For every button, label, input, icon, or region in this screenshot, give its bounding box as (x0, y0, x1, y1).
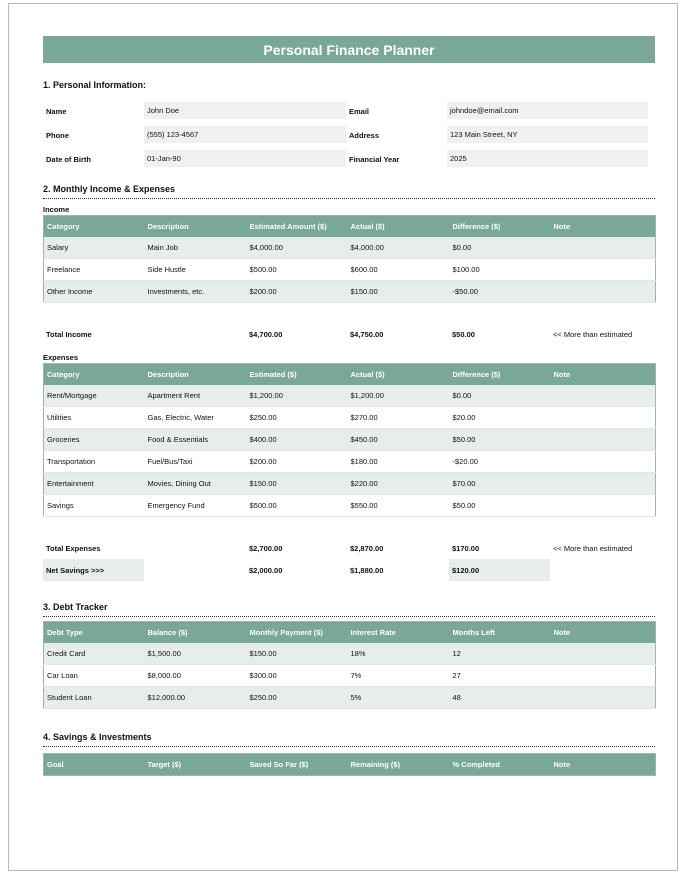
table-row (44, 451, 656, 473)
table-cell[interactable]: Investments, etc. (145, 281, 247, 303)
name-label: Name (46, 106, 67, 116)
table-cell[interactable] (551, 665, 656, 687)
table-cell[interactable]: $50.00 (450, 429, 551, 451)
savings-section-title: 4. Savings & Investments (43, 732, 152, 742)
table-cell[interactable]: $250.00 (247, 687, 348, 709)
table-cell[interactable]: -$50.00 (450, 281, 551, 303)
column-header: Interest Rate (348, 622, 450, 644)
table-cell[interactable]: $180.00 (348, 451, 450, 473)
table-row (44, 643, 656, 665)
table-cell[interactable]: $300.00 (247, 665, 348, 687)
table-cell[interactable]: $150.00 (348, 281, 450, 303)
table-cell[interactable]: Student Loan (44, 687, 145, 709)
table-cell[interactable]: $550.00 (348, 495, 450, 517)
total-difference: $170.00 (452, 543, 480, 553)
table-row (44, 385, 656, 407)
table-cell[interactable]: Main Job (145, 237, 247, 259)
table-row (44, 407, 656, 429)
document-content (43, 36, 655, 776)
expenses-table (43, 363, 656, 517)
table-cell[interactable]: Freelance (44, 259, 145, 281)
column-header: Estimated ($) (247, 364, 348, 386)
table-cell[interactable]: 48 (450, 687, 551, 709)
expenses-title: Expenses (43, 353, 79, 362)
table-cell[interactable]: $500.00 (247, 495, 348, 517)
table-cell[interactable] (551, 407, 656, 429)
net-estimated: $2,000.00 (249, 565, 283, 575)
column-header: Note (551, 622, 656, 644)
table-cell[interactable]: Salary (44, 237, 145, 259)
column-header: Saved So Far ($) (247, 754, 348, 776)
table-cell[interactable]: $200.00 (247, 451, 348, 473)
table-cell[interactable]: $450.00 (348, 429, 450, 451)
spacer (43, 517, 655, 537)
table-cell[interactable]: 18% (348, 643, 450, 665)
table-cell[interactable]: $100.00 (450, 259, 551, 281)
total-estimated: $2,700.00 (249, 543, 283, 553)
table-cell[interactable]: Food & Essentials (145, 429, 247, 451)
address-field[interactable]: 123 Main Street, NY (447, 126, 648, 144)
column-header: Actual ($) (348, 216, 450, 238)
dob-field[interactable]: 01-Jan-90 (144, 150, 346, 168)
table-cell (550, 559, 655, 581)
table-cell[interactable]: $1,500.00 (145, 643, 247, 665)
table-cell[interactable]: $250.00 (247, 407, 348, 429)
financial-year-label: Financial Year (349, 154, 400, 164)
personal-info-grid (43, 99, 655, 171)
total-actual: $4,750.00 (350, 329, 384, 339)
table-cell[interactable]: Emergency Fund (145, 495, 247, 517)
debt-header-row (44, 622, 656, 644)
table-cell[interactable]: Fuel/Bus/Taxi (145, 451, 247, 473)
table-cell[interactable] (551, 451, 656, 473)
document-page (8, 3, 678, 871)
debt-section-title: 3. Debt Tracker (43, 602, 108, 612)
column-header: Note (551, 754, 656, 776)
table-cell[interactable] (551, 473, 656, 495)
table-cell[interactable]: Credit Card (44, 643, 145, 665)
table-cell[interactable] (551, 495, 656, 517)
table-cell[interactable]: $70.00 (450, 473, 551, 495)
table-cell[interactable]: $20.00 (450, 407, 551, 429)
table-cell[interactable]: 5% (348, 687, 450, 709)
table-cell[interactable]: Transportation (44, 451, 145, 473)
savings-header-row (44, 754, 656, 776)
table-cell (144, 537, 246, 559)
total-expenses-label: Total Expenses (46, 543, 101, 553)
column-header: Target ($) (145, 754, 247, 776)
total-expenses-row (43, 537, 655, 559)
table-row (44, 665, 656, 687)
net-actual: $1,880.00 (350, 565, 384, 575)
table-cell[interactable]: $270.00 (348, 407, 450, 429)
table-cell[interactable]: Utilities (44, 407, 145, 429)
table-cell[interactable]: $12,000.00 (145, 687, 247, 709)
table-cell[interactable]: $220.00 (348, 473, 450, 495)
info-row-name (43, 99, 655, 123)
table-cell (144, 559, 246, 581)
income-total-table (43, 323, 655, 345)
table-cell[interactable]: Gas, Electric, Water (145, 407, 247, 429)
table-row (44, 281, 656, 303)
income-title: Income (43, 205, 70, 214)
table-cell[interactable] (551, 687, 656, 709)
monthly-section-title: 2. Monthly Income & Expenses (43, 184, 176, 194)
table-cell[interactable]: $0.00 (450, 385, 551, 407)
spacer (43, 303, 655, 323)
table-cell[interactable] (551, 385, 656, 407)
net-savings-row (43, 559, 655, 581)
table-cell[interactable] (551, 259, 656, 281)
total-note: << More than estimated (553, 543, 633, 553)
expenses-header-row (44, 364, 656, 386)
table-cell[interactable]: $400.00 (247, 429, 348, 451)
column-header: Actual ($) (348, 364, 450, 386)
table-cell[interactable]: $150.00 (247, 473, 348, 495)
email-field[interactable]: johndoe@email.com (447, 102, 648, 120)
table-cell[interactable]: Entertainment (44, 473, 145, 495)
savings-table (43, 753, 656, 776)
net-savings-label: Net Savings >>> (43, 559, 144, 581)
total-difference: $50.00 (452, 329, 475, 339)
financial-year-field[interactable]: 2025 (447, 150, 648, 168)
table-row (44, 429, 656, 451)
column-header: Note (551, 364, 656, 386)
income-header-row (44, 216, 656, 238)
debt-table (43, 621, 656, 709)
income-table (43, 215, 656, 303)
column-header: Remaining ($) (348, 754, 450, 776)
column-header: Balance ($) (145, 622, 247, 644)
total-actual: $2,870.00 (350, 543, 384, 553)
table-cell[interactable]: $4,000.00 (348, 237, 450, 259)
table-cell[interactable]: Car Loan (44, 665, 145, 687)
column-header: Monthly Payment ($) (247, 622, 348, 644)
table-cell[interactable] (551, 237, 656, 259)
column-header: Note (551, 216, 656, 238)
table-cell[interactable]: Movies, Dining Out (145, 473, 247, 495)
document-title: Personal Finance Planner (43, 36, 655, 63)
table-cell (144, 323, 246, 345)
email-label: Email (349, 106, 370, 116)
table-cell[interactable]: $0.00 (450, 237, 551, 259)
table-cell[interactable]: 12 (450, 643, 551, 665)
column-header: Difference ($) (450, 364, 551, 386)
table-cell[interactable]: Savings (44, 495, 145, 517)
table-cell[interactable] (551, 281, 656, 303)
personal-info-title: 1. Personal Information: (43, 80, 147, 90)
column-header: Category (44, 364, 145, 386)
table-cell[interactable]: Apartment Rent (145, 385, 247, 407)
section-divider (43, 198, 655, 199)
table-cell[interactable]: $1,200.00 (247, 385, 348, 407)
table-cell[interactable] (551, 643, 656, 665)
table-row (44, 687, 656, 709)
column-header: Debt Type (44, 622, 145, 644)
phone-field[interactable]: (555) 123-4567 (144, 126, 346, 144)
column-header: Goal (44, 754, 145, 776)
column-header: Months Left (450, 622, 551, 644)
total-estimated: $4,700.00 (249, 329, 283, 339)
table-row (44, 495, 656, 517)
column-header: Description (145, 364, 247, 386)
phone-label: Phone (46, 130, 69, 140)
table-cell[interactable]: -$20.00 (450, 451, 551, 473)
table-cell[interactable]: Other Income (44, 281, 145, 303)
table-cell[interactable] (551, 429, 656, 451)
address-label: Address (349, 130, 380, 140)
table-cell[interactable]: $600.00 (348, 259, 450, 281)
table-cell[interactable]: 27 (450, 665, 551, 687)
table-cell[interactable]: $150.00 (247, 643, 348, 665)
total-note: << More than estimated (553, 329, 633, 339)
column-header: Difference ($) (450, 216, 551, 238)
total-income-label: Total Income (46, 329, 92, 339)
table-cell[interactable]: Rent/Mortgage (44, 385, 145, 407)
table-row (44, 259, 656, 281)
table-cell[interactable]: $8,000.00 (145, 665, 247, 687)
info-row-phone (43, 123, 655, 147)
column-header: Description (145, 216, 247, 238)
column-header: Category (44, 216, 145, 238)
expenses-total-table (43, 537, 655, 581)
table-cell[interactable]: $200.00 (247, 281, 348, 303)
table-row (44, 473, 656, 495)
column-header: Estimated Amount ($) (247, 216, 348, 238)
table-cell[interactable]: $500.00 (247, 259, 348, 281)
dob-label: Date of Birth (46, 154, 91, 164)
table-cell[interactable]: $50.00 (450, 495, 551, 517)
total-income-row (43, 323, 655, 345)
info-row-dob (43, 147, 655, 171)
column-header: % Completed (450, 754, 551, 776)
table-row (44, 237, 656, 259)
table-cell[interactable]: $1,200.00 (348, 385, 450, 407)
table-cell[interactable]: $4,000.00 (247, 237, 348, 259)
table-cell[interactable]: 7% (348, 665, 450, 687)
net-difference: $120.00 (449, 559, 550, 581)
name-field[interactable]: John Doe (144, 102, 346, 120)
table-cell[interactable]: Side Hustle (145, 259, 247, 281)
table-cell[interactable]: Groceries (44, 429, 145, 451)
